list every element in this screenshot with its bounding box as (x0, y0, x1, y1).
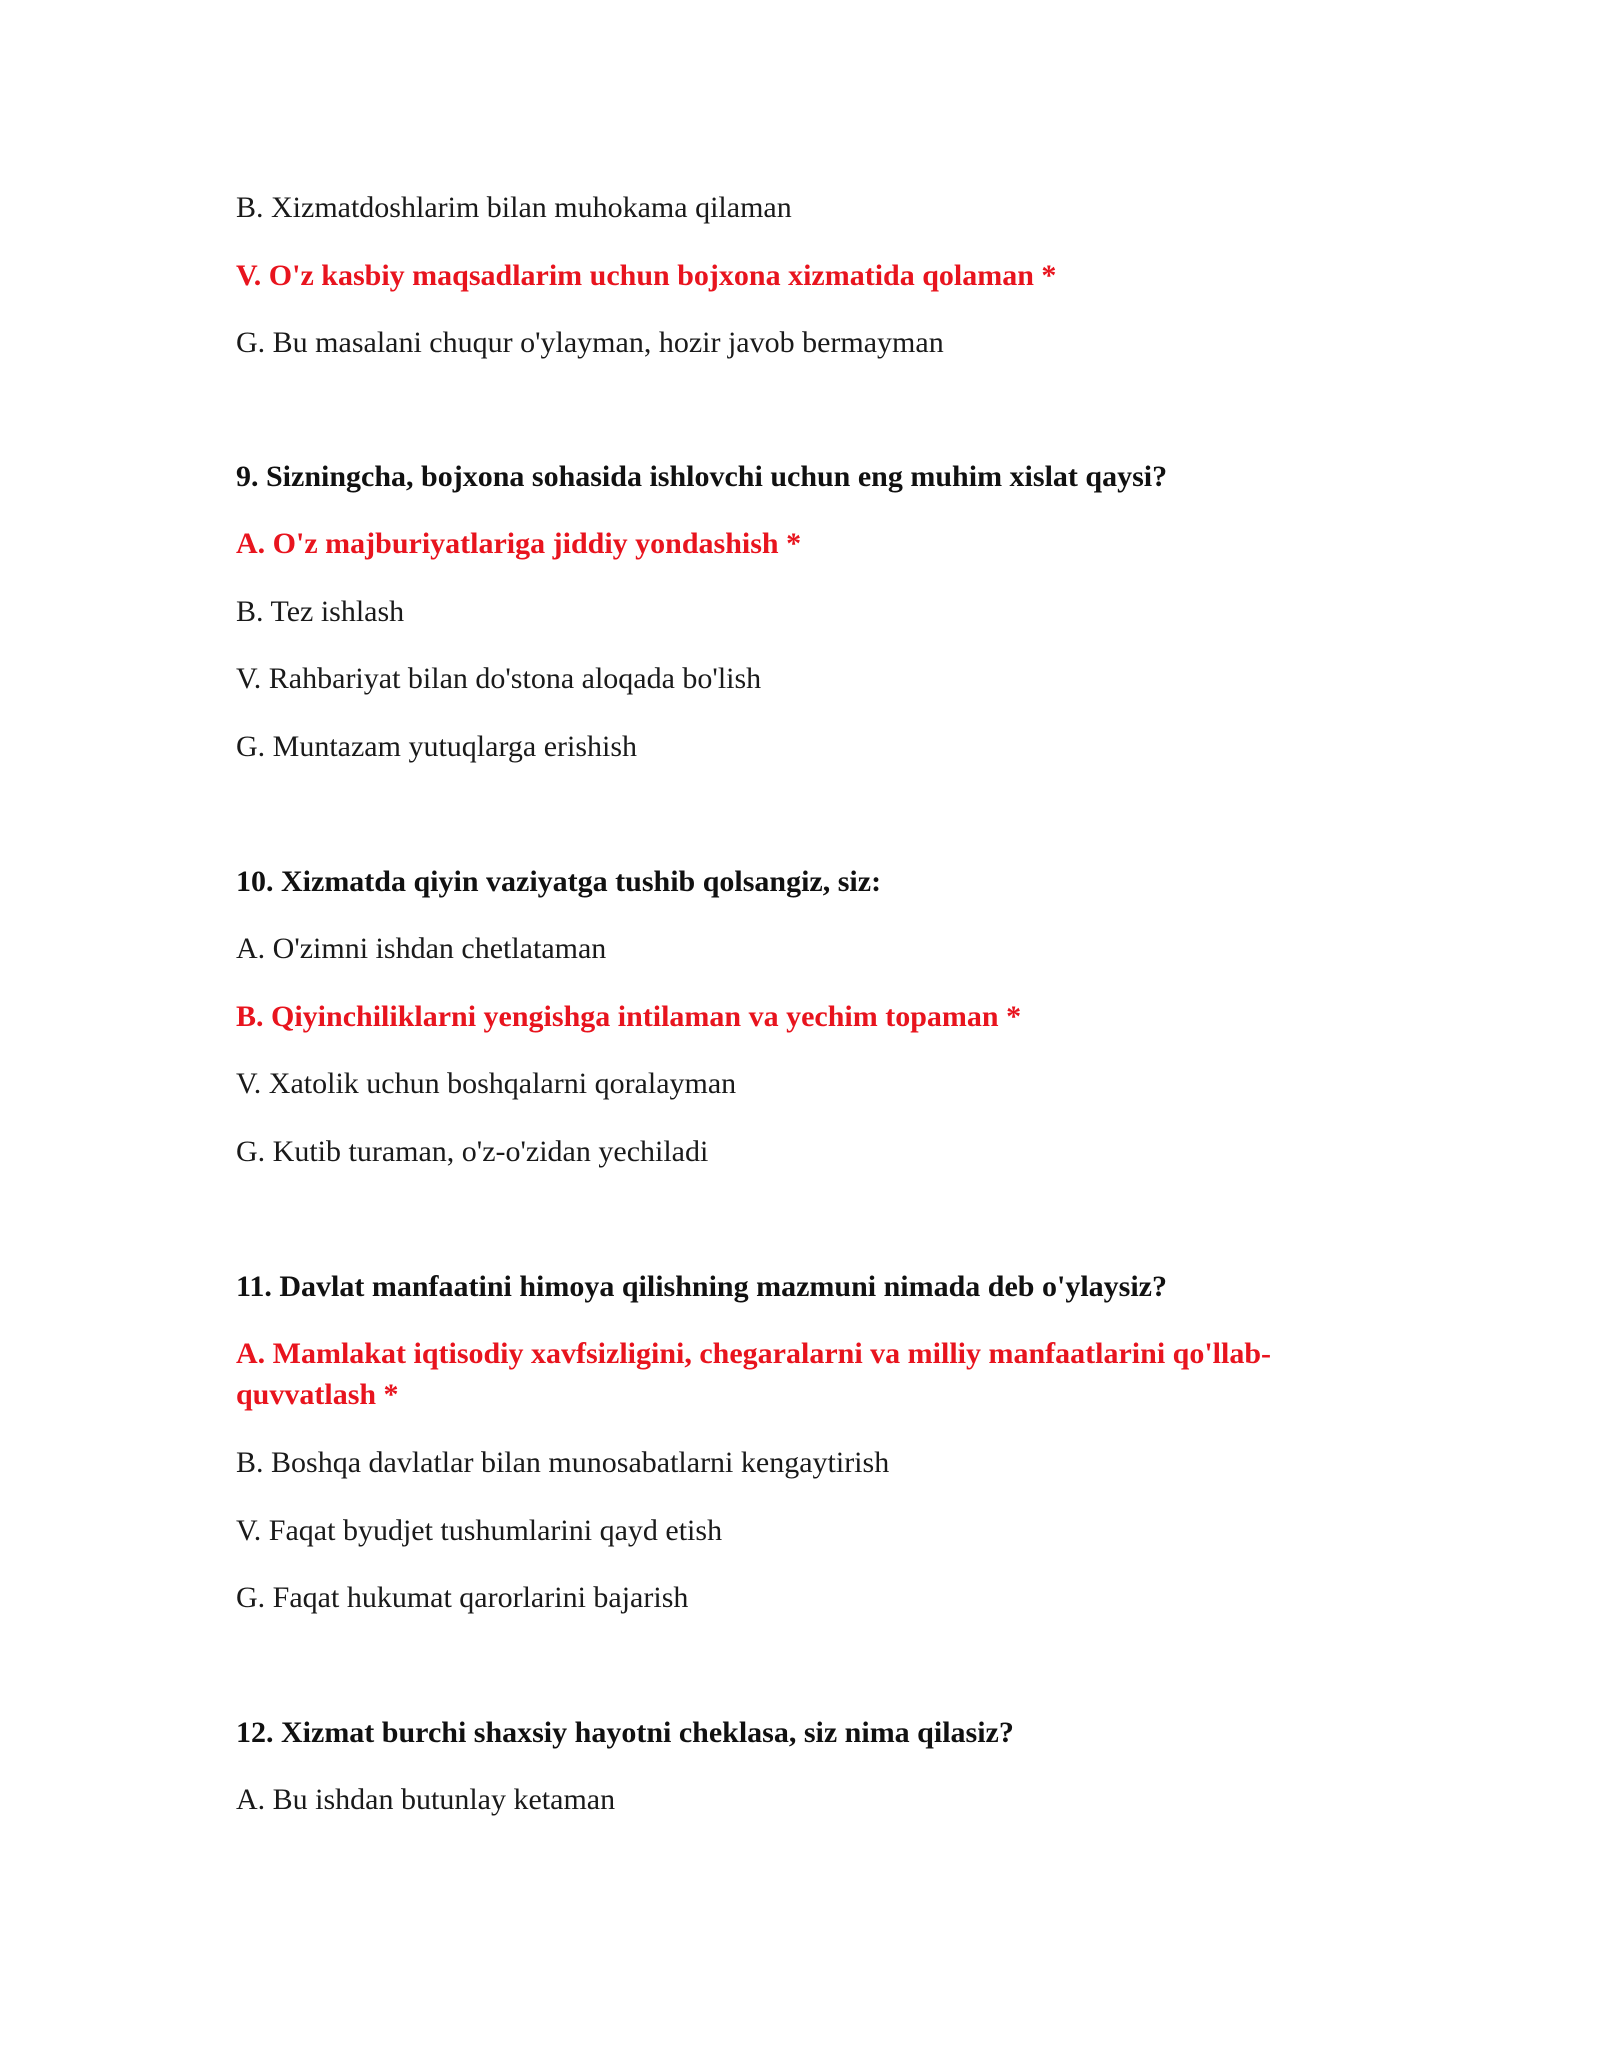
q8-option-v-correct: V. O'z kasbiy maqsadlarim uchun bojxona xizmatida qolaman * (236, 259, 1057, 292)
q8-option-b: B. Xizmatdoshlarim bilan muhokama qilaman (236, 191, 792, 224)
q11-option-g: G. Faqat hukumat qarorlarini bajarish (236, 1581, 689, 1614)
q9-option-a-correct: A. O'z majburiyatlariga jiddiy yondashish * (236, 527, 802, 560)
q11-option-b: B. Boshqa davlatlar bilan munosabatlarni kengaytirish (236, 1446, 890, 1479)
q10-option-a: A. O'zimni ishdan chetlataman (236, 932, 607, 965)
q11-option-a-correct: A. Mamlakat iqtisodiy xavfsizligini, chegaralarni va milliy manfaatlarini qo'llab-quvvatlash * (236, 1337, 1272, 1411)
q11-option-v: V. Faqat byudjet tushumlarini qayd etish (236, 1514, 723, 1547)
q9-option-v: V. Rahbariyat bilan do'stona aloqada bo'lish (236, 662, 762, 695)
q8-option-g: G. Bu masalani chuqur o'ylayman, hozir javob bermayman (236, 326, 944, 359)
question-11: 11. Davlat manfaatini himoya qilishning mazmuni nimada deb o'ylaysiz? (236, 1270, 1167, 1303)
q9-option-g: G. Muntazam yutuqlarga erishish (236, 730, 638, 763)
q12-option-a: A. Bu ishdan butunlay ketaman (236, 1783, 616, 1816)
question-9: 9. Sizningcha, bojxona sohasida ishlovchi uchun eng muhim xislat qaysi? (236, 460, 1168, 493)
q10-option-v: V. Xatolik uchun boshqalarni qoralayman (236, 1067, 737, 1100)
q10-option-g: G. Kutib turaman, o'z-o'zidan yechiladi (236, 1135, 709, 1168)
q9-option-b: B. Tez ishlash (236, 595, 405, 628)
q10-option-b-correct: B. Qiyinchiliklarni yengishga intilaman va yechim topaman * (236, 1000, 1022, 1033)
question-12: 12. Xizmat burchi shaxsiy hayotni cheklasa, siz nima qilasiz? (236, 1716, 1014, 1749)
question-10: 10. Xizmatda qiyin vaziyatga tushib qolsangiz, siz: (236, 865, 882, 898)
